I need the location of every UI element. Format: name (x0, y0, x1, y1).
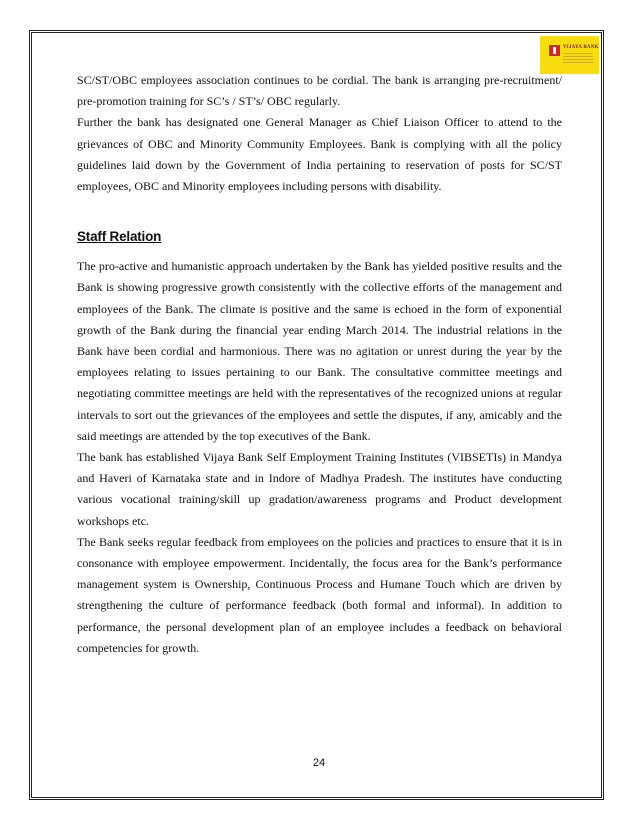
bank-logo (540, 36, 599, 74)
paragraph-staff-relation: The pro-active and humanistic approach undertaken by the Bank has yielded positive results and the Bank is showing progressive growth consistently with the collective efforts of the management and employees of the Bank. The climate is positive and the same is echoed in the form of exponential growth of the Bank during the financial year ending March 2014. The industrial relations in the Bank have been cordial and harmonious. There was no agitation or unrest during the year by the employees relating to issues pertaining to our Bank. The consultative committee meetings and negotiating committee meetings are held with the representatives of the recognized unions at regular intervals to sort out the grievances of the employees and settle the disputes, if any, amicably and the said meetings are attended by the top executives of the Bank. (77, 259, 562, 443)
bank-logo-name: VIJAYA BANK (563, 45, 599, 50)
paragraph-sc-st-obc: SC/ST/OBC employees association continues to be cordial. The bank is arranging pre-recruitment/ pre-promotion training for SC’s / ST’s/ OBC regularly. (77, 73, 562, 109)
document-body (77, 70, 562, 659)
paragraph-vibsetis: The bank has established Vijaya Bank Self Employment Training Institutes (VIBSETIs) in Mandya and Haveri of Karnataka state and in Indore of Madhya Pradesh. The institutes have conducting various vocational training/skill up gradation/awareness programs and Product development workshops etc. (77, 450, 562, 528)
bank-logo-mark-icon (549, 45, 560, 56)
bank-logo-tagline-lines (563, 53, 593, 63)
page-number: 24 (312, 757, 326, 769)
paragraph-liaison-officer: Further the bank has designated one General Manager as Chief Liaison Officer to attend to the grievances of OBC and Minority Community Employees. Bank is complying with all the policy guidelines laid down by the Government of India pertaining to reservation of posts for SC/ST employees, OBC and Minority employees including persons with disability. (77, 115, 562, 194)
paragraph-feedback: The Bank seeks regular feedback from employees on the policies and practices to ensure that it is in consonance with employee empowerment. Incidentally, the focus area for the Bank’s performance management system is Ownership, Continuous Process and Humane Touch which are driven by strengthening the culture of performance feedback (both formal and informal). In addition to performance, the personal development plan of an employee includes a feedback on behavioral competencies for growth. (77, 534, 562, 655)
section-heading-staff-relation: Staff Relation (77, 229, 162, 245)
